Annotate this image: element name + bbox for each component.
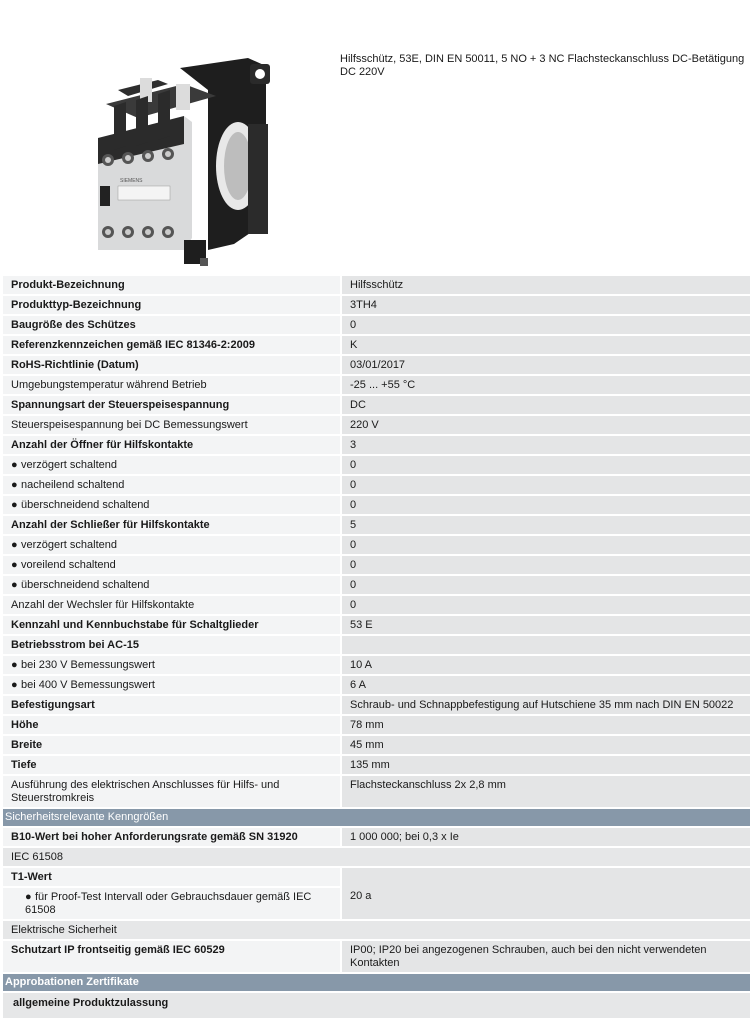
approval-label: allgemeine Produktzulassung — [3, 993, 750, 1020]
spec-row — [3, 376, 750, 396]
spec-label — [3, 556, 340, 576]
spec-row — [3, 868, 750, 888]
spec-label-text: Breite — [11, 739, 43, 751]
group-title: IEC 61508 — [3, 848, 750, 868]
spec-row — [3, 636, 750, 656]
spec-row — [3, 616, 750, 636]
spec-label — [3, 696, 340, 716]
spec-label — [3, 336, 340, 356]
spec-row — [3, 576, 750, 596]
spec-value: Hilfsschütz — [340, 276, 750, 296]
spec-value: 5 — [340, 516, 750, 536]
spec-row — [3, 776, 750, 809]
spec-value: Schraub- und Schnappbefestigung auf Hutschiene 35 mm nach DIN EN 50022 — [340, 696, 750, 716]
spec-label — [3, 476, 340, 496]
spec-label-text: Produkttyp-Bezeichnung — [11, 299, 142, 311]
spec-value: -25 ... +55 °C — [340, 376, 750, 396]
bullet-icon: ● — [25, 891, 32, 903]
spec-label-text: überschneidend schaltend — [21, 499, 150, 511]
bullet-icon: ● — [11, 539, 18, 551]
spec-row — [3, 941, 750, 974]
spec-label-text: verzögert schaltend — [21, 539, 117, 551]
section-title: Sicherheitsrelevante Kenngrößen — [3, 809, 750, 828]
spec-label-text: Höhe — [11, 719, 39, 731]
spec-row — [3, 828, 750, 848]
spec-value: 3TH4 — [340, 296, 750, 316]
spec-value: 135 mm — [340, 756, 750, 776]
spec-label — [3, 756, 340, 776]
section-safety — [3, 809, 750, 828]
spec-value: 03/01/2017 — [340, 356, 750, 376]
spec-label-text: RoHS-Richtlinie (Datum) — [11, 359, 139, 371]
spec-label — [3, 416, 340, 436]
spec-label-text: Betriebsstrom bei AC-15 — [11, 639, 139, 651]
spec-value: 0 — [340, 556, 750, 576]
spec-row — [3, 676, 750, 696]
spec-label — [3, 496, 340, 516]
spec-label-text: nacheilend schaltend — [21, 479, 125, 491]
spec-row — [3, 436, 750, 456]
spec-row — [3, 656, 750, 676]
spec-label-text: Kennzahl und Kennbuchstabe für Schaltglieder — [11, 619, 259, 631]
group-electrical-safety — [3, 921, 750, 941]
spec-value: 0 — [340, 596, 750, 616]
section-title: Approbationen Zertifikate — [3, 974, 750, 993]
spec-value: IP00; IP20 bei angezogenen Schrauben, auch bei den nicht verwendeten Kontakten — [340, 941, 750, 974]
spec-value: 6 A — [340, 676, 750, 696]
spec-table — [3, 276, 750, 1020]
spec-label — [3, 736, 340, 756]
spec-row — [3, 316, 750, 336]
spec-label — [3, 356, 340, 376]
spec-label-text: Referenzkennzeichen gemäß IEC 81346-2:2009 — [11, 339, 255, 351]
spec-label-text: voreilend schaltend — [21, 559, 116, 571]
spec-label — [3, 276, 340, 296]
spec-value: 0 — [340, 576, 750, 596]
spec-value: DC — [340, 396, 750, 416]
spec-value: 0 — [340, 496, 750, 516]
spec-label — [3, 676, 340, 696]
spec-label — [3, 616, 340, 636]
spec-label — [3, 656, 340, 676]
spec-row — [3, 296, 750, 316]
spec-row — [3, 736, 750, 756]
spec-value: 45 mm — [340, 736, 750, 756]
product-header — [0, 0, 750, 272]
spec-value — [340, 636, 750, 656]
spec-value: 0 — [340, 456, 750, 476]
bullet-icon: ● — [11, 499, 18, 511]
spec-row — [3, 356, 750, 376]
spec-label — [3, 396, 340, 416]
spec-row — [3, 456, 750, 476]
spec-label: Schutzart IP frontseitig gemäß IEC 60529 — [3, 941, 340, 974]
bullet-icon: ● — [11, 659, 18, 671]
spec-row — [3, 496, 750, 516]
spec-label — [3, 516, 340, 536]
spec-label-text: Umgebungstemperatur während Betrieb — [11, 379, 207, 391]
spec-row — [3, 476, 750, 496]
spec-row — [3, 596, 750, 616]
section-approvals — [3, 974, 750, 993]
spec-row — [3, 416, 750, 436]
spec-row — [3, 756, 750, 776]
bullet-icon: ● — [11, 559, 18, 571]
spec-value: 0 — [340, 316, 750, 336]
bullet-icon: ● — [11, 579, 18, 591]
spec-table-body — [3, 276, 750, 1020]
spec-label — [3, 776, 340, 809]
spec-value: 1 000 000; bei 0,3 x Ie — [340, 828, 750, 848]
spec-value: K — [340, 336, 750, 356]
spec-value — [340, 868, 750, 921]
spec-label — [3, 456, 340, 476]
spec-label — [3, 596, 340, 616]
spec-row — [3, 396, 750, 416]
spec-value: 220 V — [340, 416, 750, 436]
spec-label-text: überschneidend schaltend — [21, 579, 150, 591]
spec-label-text: Anzahl der Schließer für Hilfskontakte — [11, 519, 210, 531]
spec-label: T1-Wert — [3, 868, 340, 888]
spec-label-text: Befestigungsart — [11, 699, 95, 711]
spec-label-text: für Proof-Test Intervall oder Gebrauchsdauer gemäß IEC 61508 — [25, 891, 312, 916]
group-iec-61508 — [3, 848, 750, 868]
spec-label — [3, 576, 340, 596]
product-image — [88, 54, 278, 270]
group-title: Elektrische Sicherheit — [3, 921, 750, 941]
spec-label-text: Tiefe — [11, 759, 37, 771]
t1-value: 20 a — [350, 890, 372, 902]
spec-label-text: Spannungsart der Steuerspeisespannung — [11, 399, 230, 411]
bullet-icon: ● — [11, 479, 18, 491]
spec-label-text: verzögert schaltend — [21, 459, 117, 471]
spec-label — [3, 376, 340, 396]
spec-value: Flachsteckanschluss 2x 2,8 mm — [340, 776, 750, 809]
spec-row — [3, 556, 750, 576]
spec-value: 0 — [340, 536, 750, 556]
spec-label — [3, 888, 340, 921]
spec-row — [3, 696, 750, 716]
spec-label-text: Anzahl der Wechsler für Hilfskontakte — [11, 599, 195, 611]
spec-label-text: bei 230 V Bemessungswert — [21, 659, 155, 671]
spec-value: 10 A — [340, 656, 750, 676]
spec-label — [3, 536, 340, 556]
spec-label-text: Produkt-Bezeichnung — [11, 279, 125, 291]
spec-label-text: Baugröße des Schützes — [11, 319, 136, 331]
spec-label — [3, 636, 340, 656]
spec-row — [3, 276, 750, 296]
spec-label — [3, 296, 340, 316]
spec-label-text: Ausführung des elektrischen Anschlusses für Hilfs- und Steuerstromkreis — [11, 779, 280, 804]
svg-text:SIEMENS: SIEMENS — [120, 178, 143, 184]
spec-label — [3, 436, 340, 456]
spec-label-text: Steuerspeisespannung bei DC Bemessungswert — [11, 419, 248, 431]
spec-row — [3, 993, 750, 1020]
spec-label — [3, 716, 340, 736]
spec-row — [3, 516, 750, 536]
spec-label — [3, 316, 340, 336]
spec-row — [3, 336, 750, 356]
bullet-icon: ● — [11, 459, 18, 471]
spec-row — [3, 536, 750, 556]
spec-value: 78 mm — [340, 716, 750, 736]
spec-value: 3 — [340, 436, 750, 456]
spec-value: 53 E — [340, 616, 750, 636]
product-title: Hilfsschütz, 53E, DIN EN 50011, 5 NO + 3 NC Flachsteckanschluss DC-Betätigung DC 220V — [340, 53, 745, 78]
bullet-icon: ● — [11, 679, 18, 691]
spec-label-text: bei 400 V Bemessungswert — [21, 679, 155, 691]
spec-label: B10-Wert bei hoher Anforderungsrate gemäß SN 31920 — [3, 828, 340, 848]
spec-label-text: Anzahl der Öffner für Hilfskontakte — [11, 439, 194, 451]
spec-value: 0 — [340, 476, 750, 496]
spec-row — [3, 716, 750, 736]
